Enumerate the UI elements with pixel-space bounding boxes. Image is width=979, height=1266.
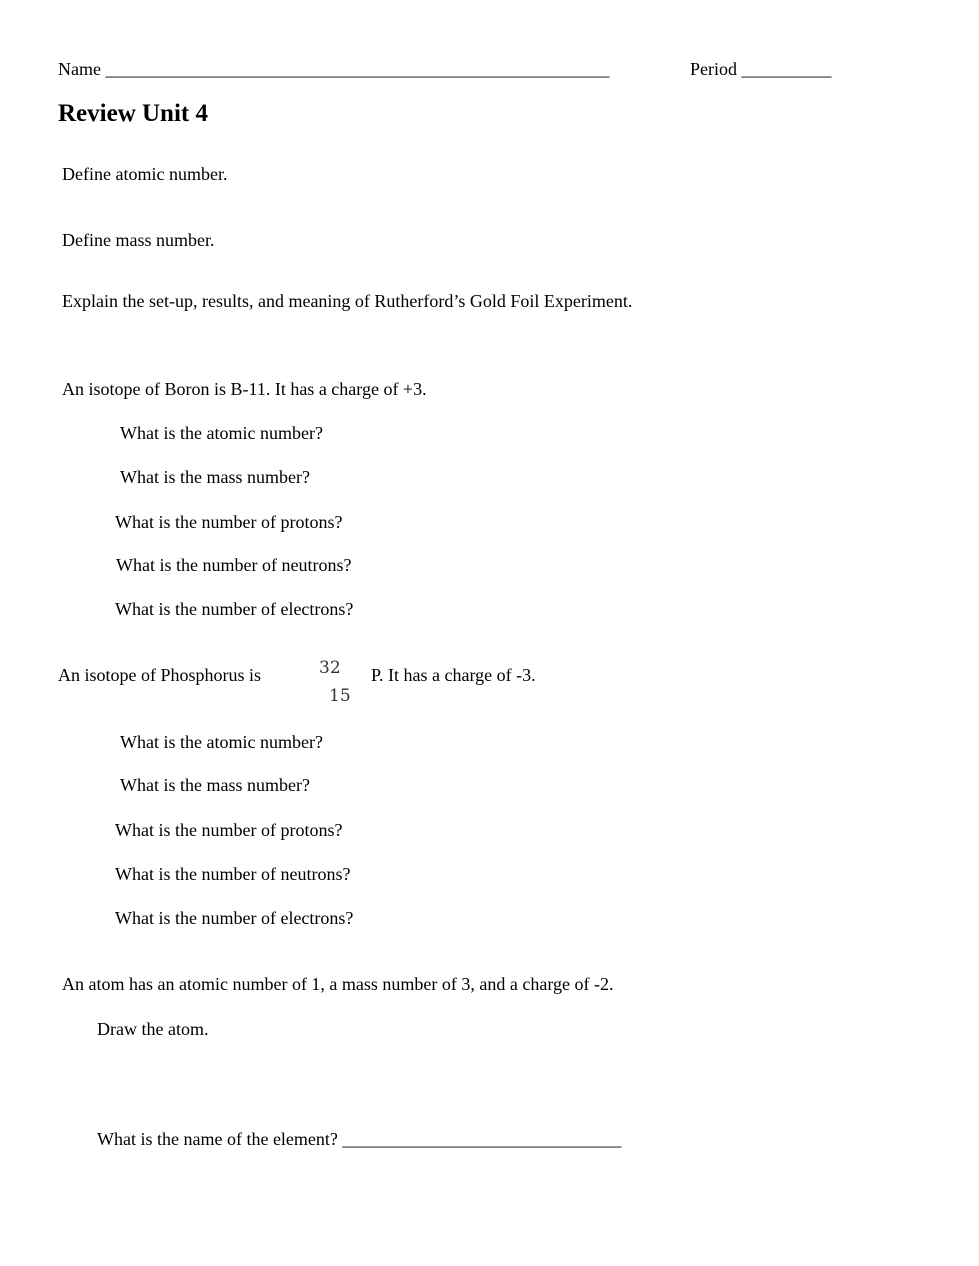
atom-intro: An atom has an atomic number of 1, a mass number of 3, and a charge of -2. <box>62 974 614 994</box>
question-define-mass-number: Define mass number. <box>62 230 215 250</box>
boron-question-neutrons: What is the number of neutrons? <box>116 555 352 575</box>
phosphorus-question-neutrons: What is the number of neutrons? <box>115 864 351 884</box>
phosphorus-question-atomic-number: What is the atomic number? <box>120 732 323 752</box>
question-define-atomic-number: Define atomic number. <box>62 164 228 184</box>
atom-draw-instruction: Draw the atom. <box>97 1019 209 1039</box>
boron-question-protons: What is the number of protons? <box>115 512 343 532</box>
phosphorus-intro-suffix: P. It has a charge of -3. <box>371 665 536 685</box>
phosphorus-question-electrons: What is the number of electrons? <box>115 908 354 928</box>
boron-question-atomic-number: What is the atomic number? <box>120 423 323 443</box>
phosphorus-question-protons: What is the number of protons? <box>115 820 343 840</box>
page-title: Review Unit 4 <box>58 100 208 127</box>
period-field-line[interactable]: Period __________ <box>690 59 832 79</box>
phosphorus-mass-number: 32 <box>319 658 341 678</box>
name-field-line[interactable]: Name ________________________________________________________ <box>58 59 610 79</box>
boron-question-electrons: What is the number of electrons? <box>115 599 354 619</box>
phosphorus-intro-prefix: An isotope of Phosphorus is <box>58 665 262 685</box>
boron-question-mass-number: What is the mass number? <box>120 467 310 487</box>
phosphorus-atomic-number: 15 <box>329 686 351 706</box>
question-rutherford: Explain the set-up, results, and meaning of Rutherford’s Gold Foil Experiment. <box>62 291 633 311</box>
atom-element-name-question[interactable]: What is the name of the element? _______________________________ <box>97 1129 622 1149</box>
phosphorus-question-mass-number: What is the mass number? <box>120 775 310 795</box>
boron-intro: An isotope of Boron is B-11. It has a charge of +3. <box>62 379 427 399</box>
